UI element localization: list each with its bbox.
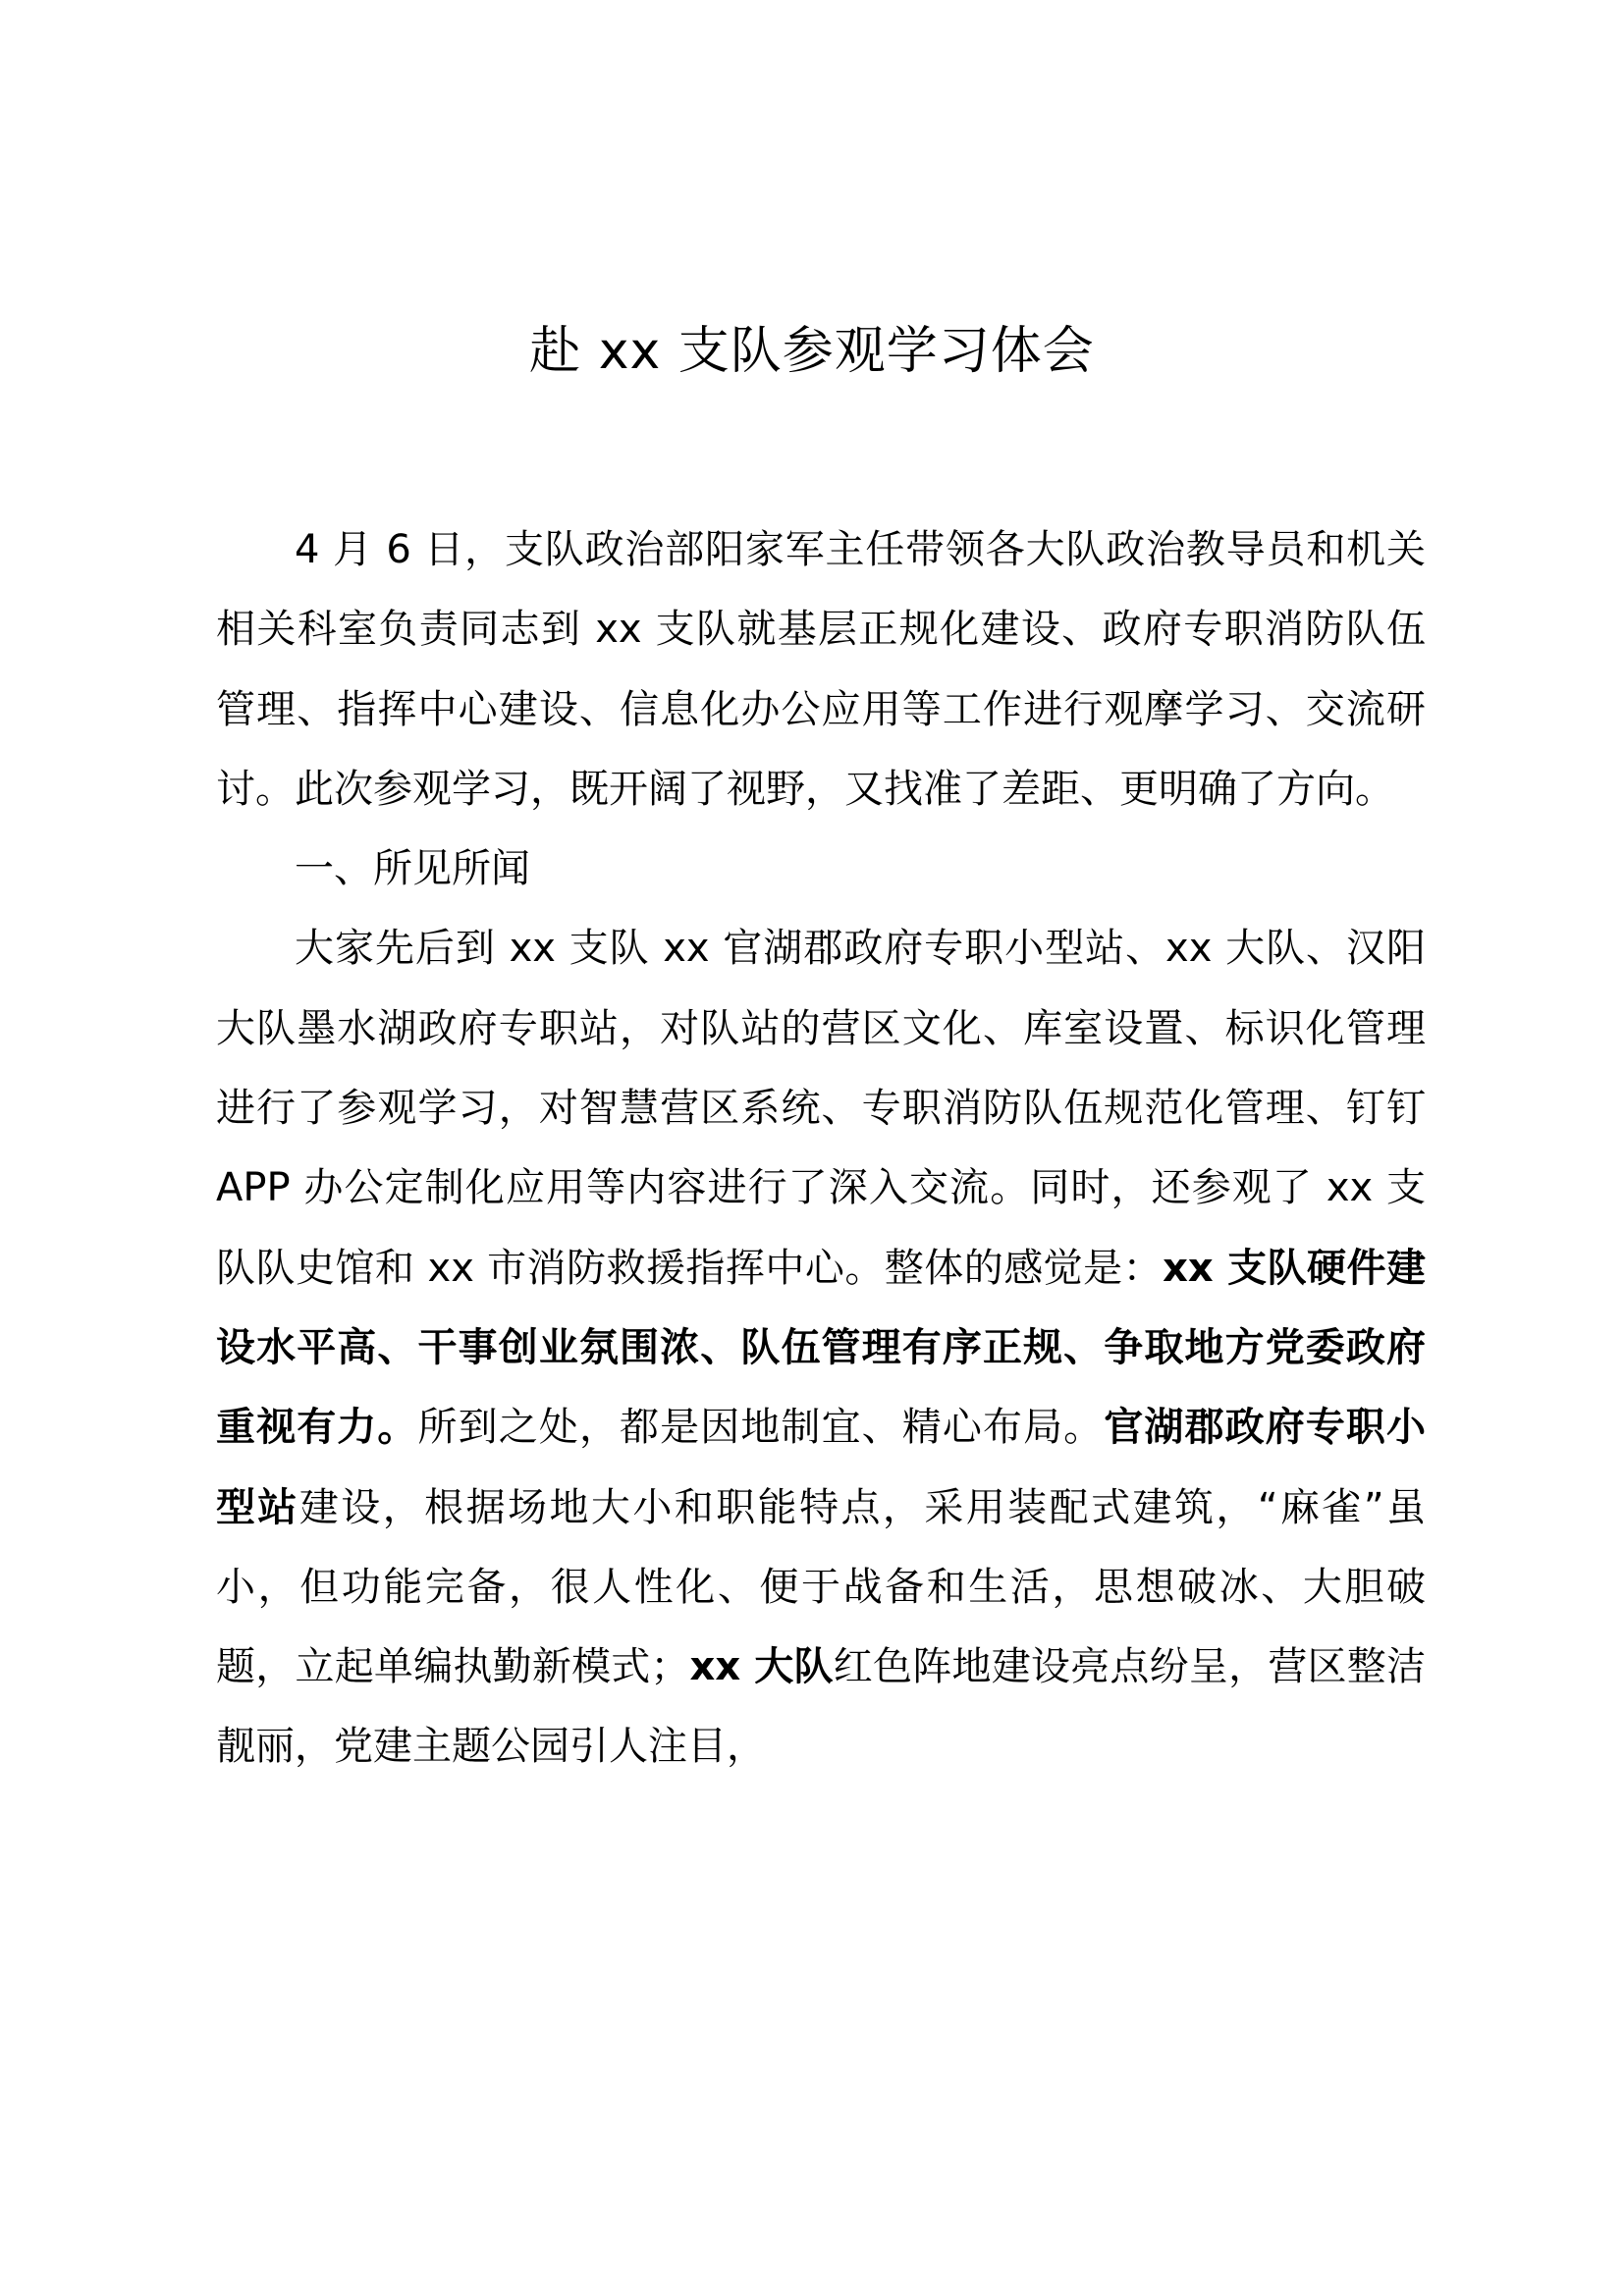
document-title: 赴 xx 支队参观学习体会	[529, 322, 1095, 381]
paragraph-text: 大家先后到 xx 支队 xx 官湖郡政府专职小型站、xx 大队、汉阳大队墨水湖政府专职站，对队站的营区文化、库室设置、标识化管理进行了参观学习，对智慧营区系统、专职消防队伍规范化管理、钉钉 APP 办公定制化应用等内容进行了深入交流。同时，还参观了 xx 支队队史馆和 xx 市消防救援指挥中心。整体的感觉是：	[216, 926, 1426, 1291]
bold-summary: xx 支队硬件建设水平高、干事创业氛围浓、队伍管理有序正规、争取地方党委政府重视有力。	[216, 1245, 1426, 1451]
paragraph-text: 红色阵地建设亮点纷呈，营区整洁靓丽，党建主题公园引人注目，	[216, 1644, 1427, 1770]
paragraph-observations	[216, 909, 1426, 1787]
paragraph-intro: 4 月 6 日，支队政治部阳家军主任带领各大队政治教导员和机关相关科室负责同志到 xx 支队就基层正规化建设、政府专职消防队伍管理、指挥中心建设、信息化办公应用等工作进行观摩学习、交流研讨。此次参观学习，既开阔了视野，又找准了差距、更明确了方向。	[216, 527, 1426, 812]
section-heading: 一、所见所闻	[295, 846, 530, 892]
document-body	[216, 510, 1426, 1788]
paragraph-text: 所到之处，都是因地制宜、精心布局。	[417, 1405, 1105, 1451]
bold-station-name: 官湖郡政府专职小型站	[216, 1405, 1427, 1530]
bold-brigade-name: xx 大队	[689, 1644, 834, 1690]
paragraph-text: 建设，根据场地大小和职能特点，采用装配式建筑，“麻雀”虽小，但功能完备，很人性化、便于战备和生活，思想破冰、大胆破题，立起单编执勤新模式；	[216, 1484, 1427, 1690]
